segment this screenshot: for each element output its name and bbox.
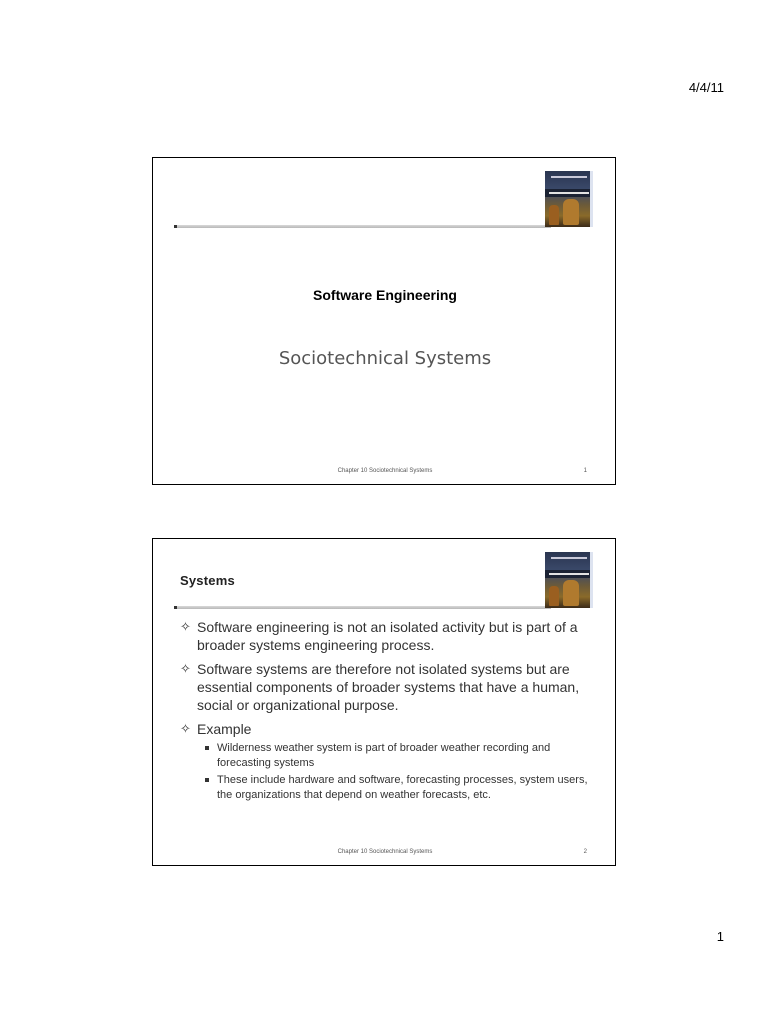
page-date: 4/4/11 — [688, 80, 724, 95]
title-rule — [175, 225, 551, 228]
list-item: ✧ Example — [180, 721, 252, 737]
slide-title: Software Engineering — [313, 287, 457, 303]
diamond-star-icon: ✧ — [180, 721, 191, 736]
slide-title: Systems — [180, 573, 235, 588]
slide-1 — [152, 157, 616, 485]
page-number: 1 — [716, 929, 724, 944]
slide-footer: Chapter 10 Sociotechnical Systems — [337, 849, 433, 855]
diamond-star-icon: ✧ — [180, 661, 191, 676]
rule-dot — [174, 225, 177, 228]
book-cover-image — [545, 171, 593, 227]
slide-subtitle: Sociotechnical Systems — [278, 348, 492, 369]
sub-list-item: These include hardware and software, forecasting processes, system users, the organizations that depend on weather forecasts, etc. — [180, 773, 600, 803]
book-cover-image — [545, 552, 593, 608]
slide-footer: Chapter 10 Sociotechnical Systems — [337, 468, 433, 474]
bullet-list — [180, 618, 600, 805]
title-rule — [175, 606, 551, 609]
slide-number: 2 — [583, 849, 587, 855]
sub-list-item: Wilderness weather system is part of broader weather recording and forecasting systems — [180, 741, 600, 771]
slide-2 — [152, 538, 616, 866]
slide-number: 1 — [583, 468, 587, 474]
square-bullet-icon — [205, 746, 209, 750]
list-item: ✧ Software systems are therefore not isolated systems but are essential components of broader systems that have a human, social or organizational purpose. — [180, 661, 580, 713]
square-bullet-icon — [205, 778, 209, 782]
diamond-star-icon: ✧ — [180, 619, 191, 634]
list-item: ✧ Software engineering is not an isolated activity but is part of a broader systems engineering process. — [180, 619, 578, 653]
rule-dot — [174, 606, 177, 609]
